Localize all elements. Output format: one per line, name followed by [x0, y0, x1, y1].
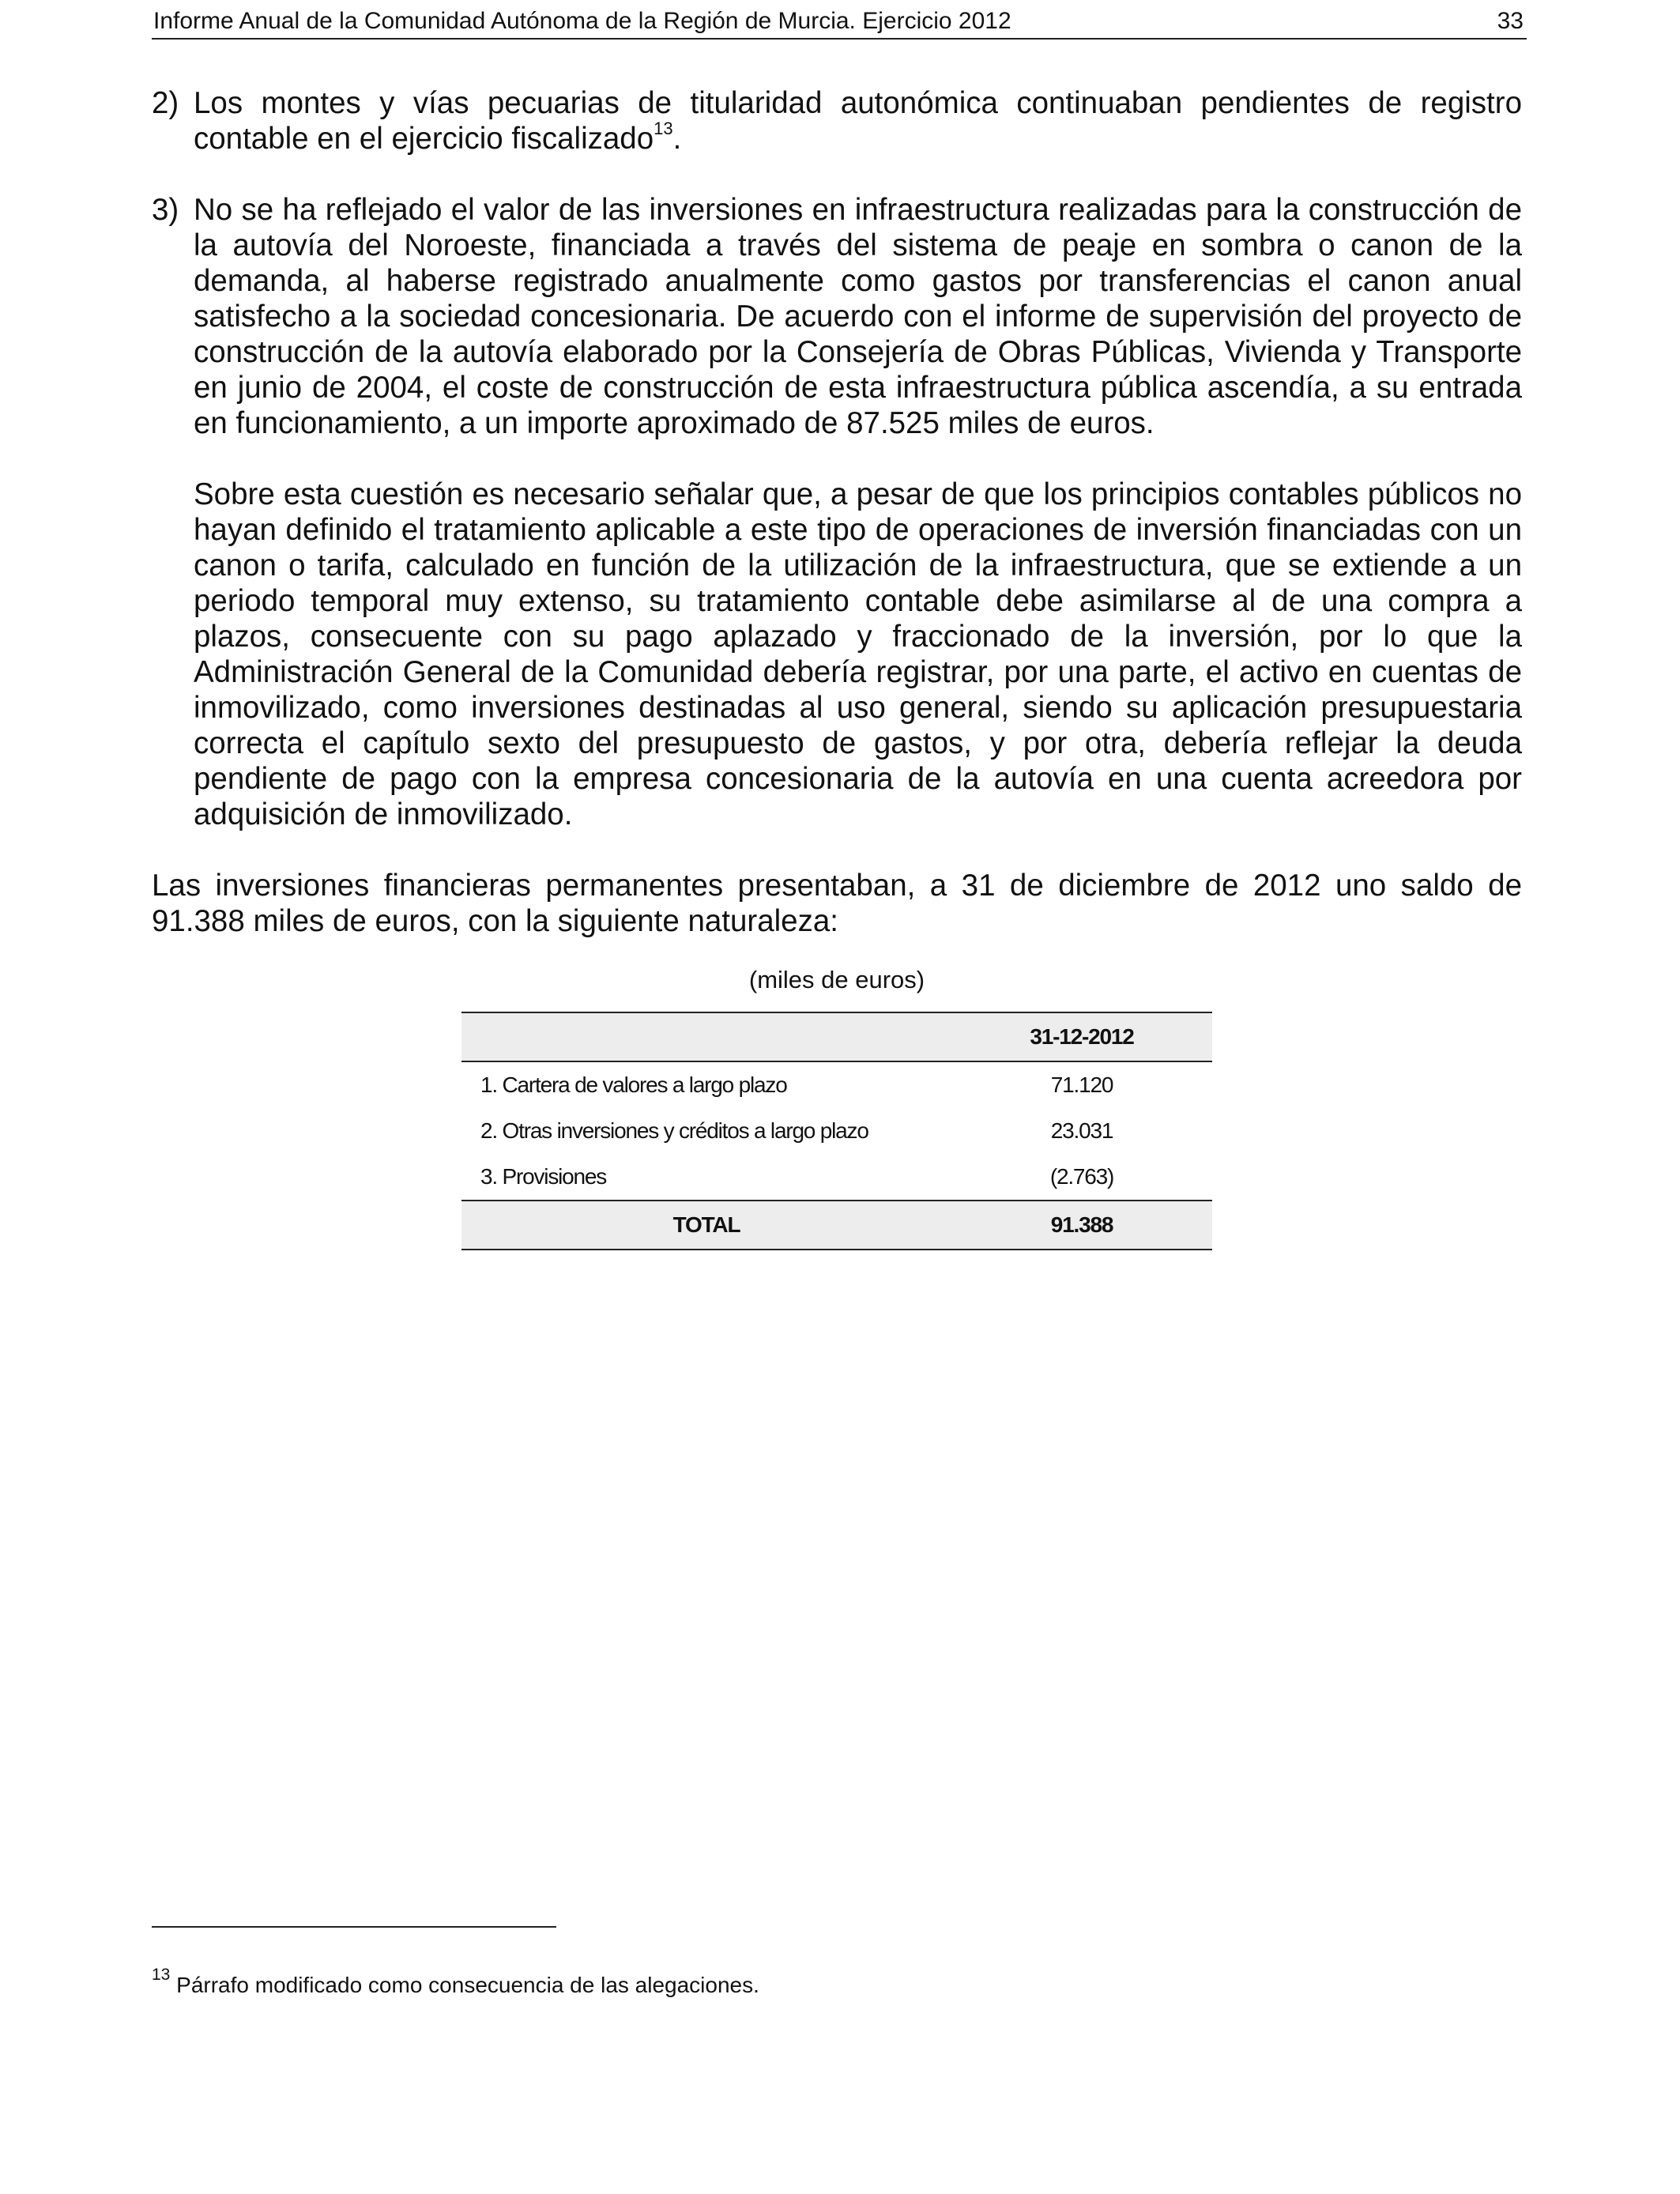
table-header-label: [461, 1012, 951, 1061]
list-item-2: [152, 85, 1522, 156]
page-number: 33: [1497, 8, 1524, 34]
row-value: (2.763): [1049, 1164, 1114, 1189]
intro-paragraph: [152, 868, 1522, 939]
total-label: TOTAL: [672, 1212, 740, 1237]
total-value: 91.388: [1050, 1212, 1113, 1237]
row-label: 3. Provisiones: [480, 1164, 607, 1189]
list-item-number: 3): [152, 193, 179, 227]
footnote: [152, 1965, 759, 2000]
running-header: [152, 6, 1527, 40]
list-item-number: 2): [152, 86, 179, 120]
footnote-text: Párrafo modificado como consecuencia de las alegaciones.: [176, 1973, 759, 1997]
table-units-caption: (miles de euros): [748, 966, 925, 993]
paragraph-text: Las inversiones financieras permanentes presentaban, a 31 de diciembre de 2012 uno saldo de 91.388 miles de euros, con la siguiente naturaleza:: [152, 869, 1522, 938]
table-row: [461, 1108, 1212, 1154]
table-header-date: 31-12-2012: [1030, 1024, 1134, 1049]
list-item-text: Los montes y vías pecuarias de titularidad autonómica continuaban pendientes de registro contable en el ejercicio fiscalizado$^{13}$.: [194, 86, 1522, 156]
footnote-divider: [152, 1926, 556, 1928]
row-value: 71.120: [1050, 1072, 1113, 1097]
table-header-row: [461, 1012, 1212, 1061]
header-title: Informe Anual de la Comunidad Autónoma de la Región de Murcia. Ejercicio 2012: [153, 8, 1011, 34]
row-label: 2. Otras inversiones y créditos a largo plazo: [480, 1118, 868, 1143]
table-row: [461, 1061, 1212, 1108]
list-item-3: [152, 192, 1522, 441]
financial-investments-table: [461, 1012, 1212, 1250]
footnote-reference: 13: [654, 119, 673, 139]
table-total-row: [461, 1201, 1212, 1250]
paragraph-text: Sobre esta cuestión es necesario señalar que, a pesar de que los principios contables públicos no hayan definido el tratamiento aplicable a este tipo de operaciones de inversión financiadas con un canon o tarifa, calculado en función de la utilización de la infraestructura, que se extiende a un periodo temporal muy extenso, su tratamiento contable debe asimilarse al de una compra a plazos, consecuente con su pago aplazado y fraccionado de la inversión, por lo que la Administración General de la Comunidad debería registrar, por una parte, el activo en cuentas de inmovilizado, como inversiones destinadas al uso general, siendo su aplicación presupuestaria correcta el capítulo sexto del presupuesto de gastos, y por otra, debería reflejar la deuda pendiente de pago con la empresa concesionaria de la autovía en una cuenta acreedora por adquisición de inmovilizado.: [194, 477, 1522, 831]
footnote-number: 13: [152, 1965, 171, 1984]
continuation-paragraph: [194, 477, 1522, 832]
table-row: [461, 1154, 1212, 1201]
row-label: 1. Cartera de valores a largo plazo: [480, 1072, 787, 1097]
list-item-text: No se ha reflejado el valor de las inversiones en infraestructura realizadas para la construcción de la autovía del Noroeste, financiada a través del sistema de peaje en sombra o canon de la demanda, al haberse registrado anualmente como gastos por transferencias el canon anual satisfecho a la sociedad concesionaria. De acuerdo con el informe de supervisión del proyecto de construcción de la autovía elaborado por la Consejería de Obras Públicas, Vivienda y Transporte en junio de 2004, el coste de construcción de esta infraestructura pública ascendía, a su entrada en funcionamiento, a un importe aproximado de 87.525 miles de euros.: [194, 193, 1522, 440]
row-value: 23.031: [1050, 1118, 1113, 1143]
